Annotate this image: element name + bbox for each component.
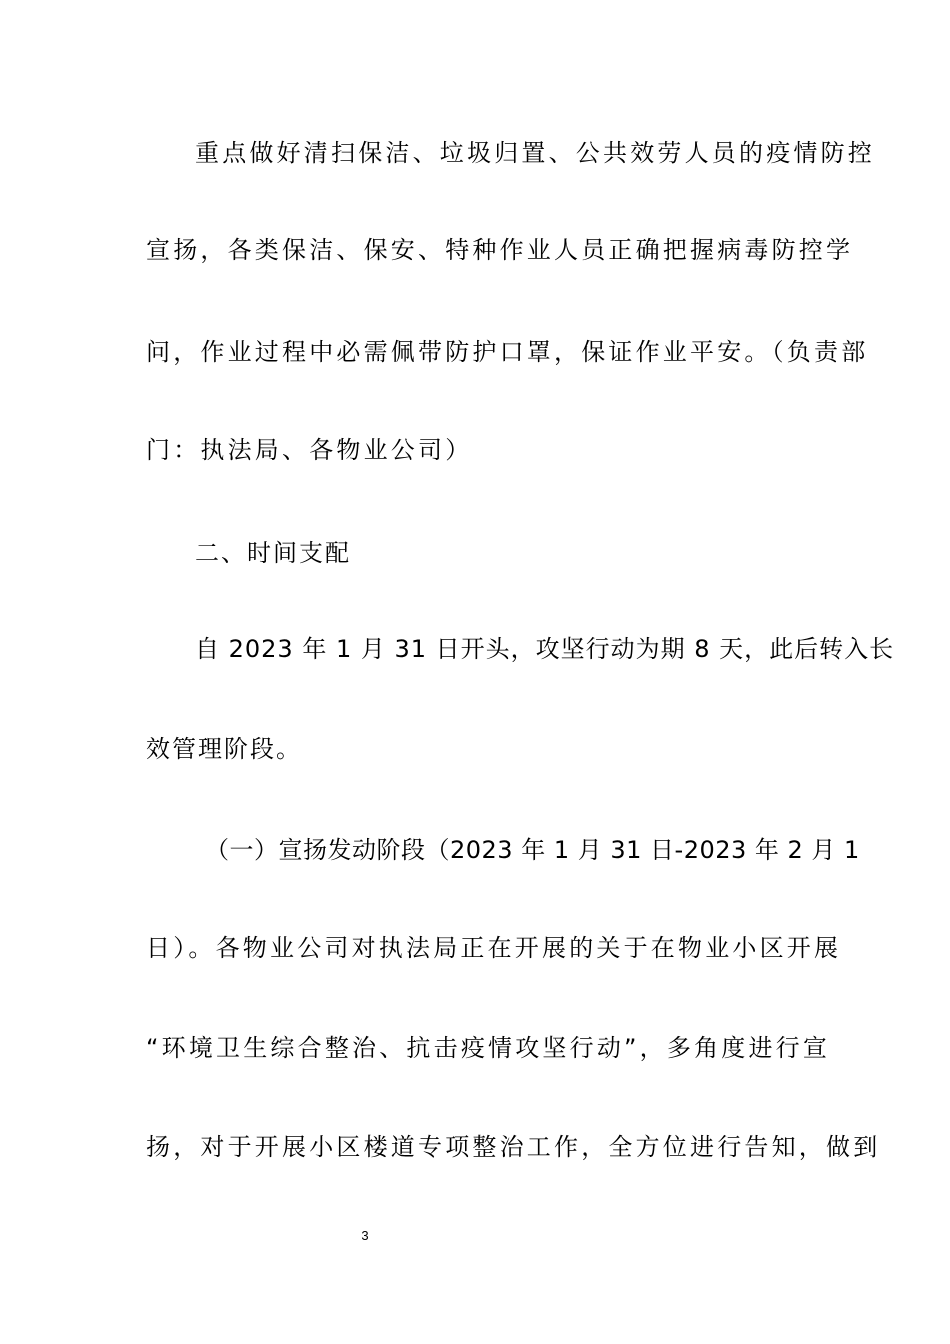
paragraph-line: 重点做好清扫保洁、垃圾归置、公共效劳人员的疫情防控 (195, 139, 875, 167)
paragraph-line: 扬，对于开展小区楼道专项整治工作，全方位进行告知，做到 (146, 1133, 881, 1161)
page-number: 3 (361, 1228, 369, 1243)
paragraph-line: 日）。各物业公司对执法局正在开展的关于在物业小区开展 (146, 934, 842, 962)
paragraph-line: 自 2023 年 1 月 31 日开头，攻坚行动为期 8 天，此后转入长 (195, 635, 895, 663)
paragraph-line: 问，作业过程中必需佩带防护口罩，保证作业平安。（负责部 (146, 338, 869, 366)
paragraph-line: 门：执法局、各物业公司） (146, 436, 473, 464)
section-heading: 二、时间支配 (195, 539, 351, 567)
subsection-heading: （一）宣扬发动阶段（2023 年 1 月 31 日-2023 年 2 月 1 (205, 836, 860, 864)
paragraph-line: 宣扬，各类保洁、保安、特种作业人员正确把握病毒防控学 (146, 236, 854, 264)
paragraph-line: “环境卫生综合整治、抗击疫情攻坚行动”，多角度进行宣 (146, 1034, 831, 1062)
paragraph-line: 效管理阶段。 (146, 735, 302, 763)
